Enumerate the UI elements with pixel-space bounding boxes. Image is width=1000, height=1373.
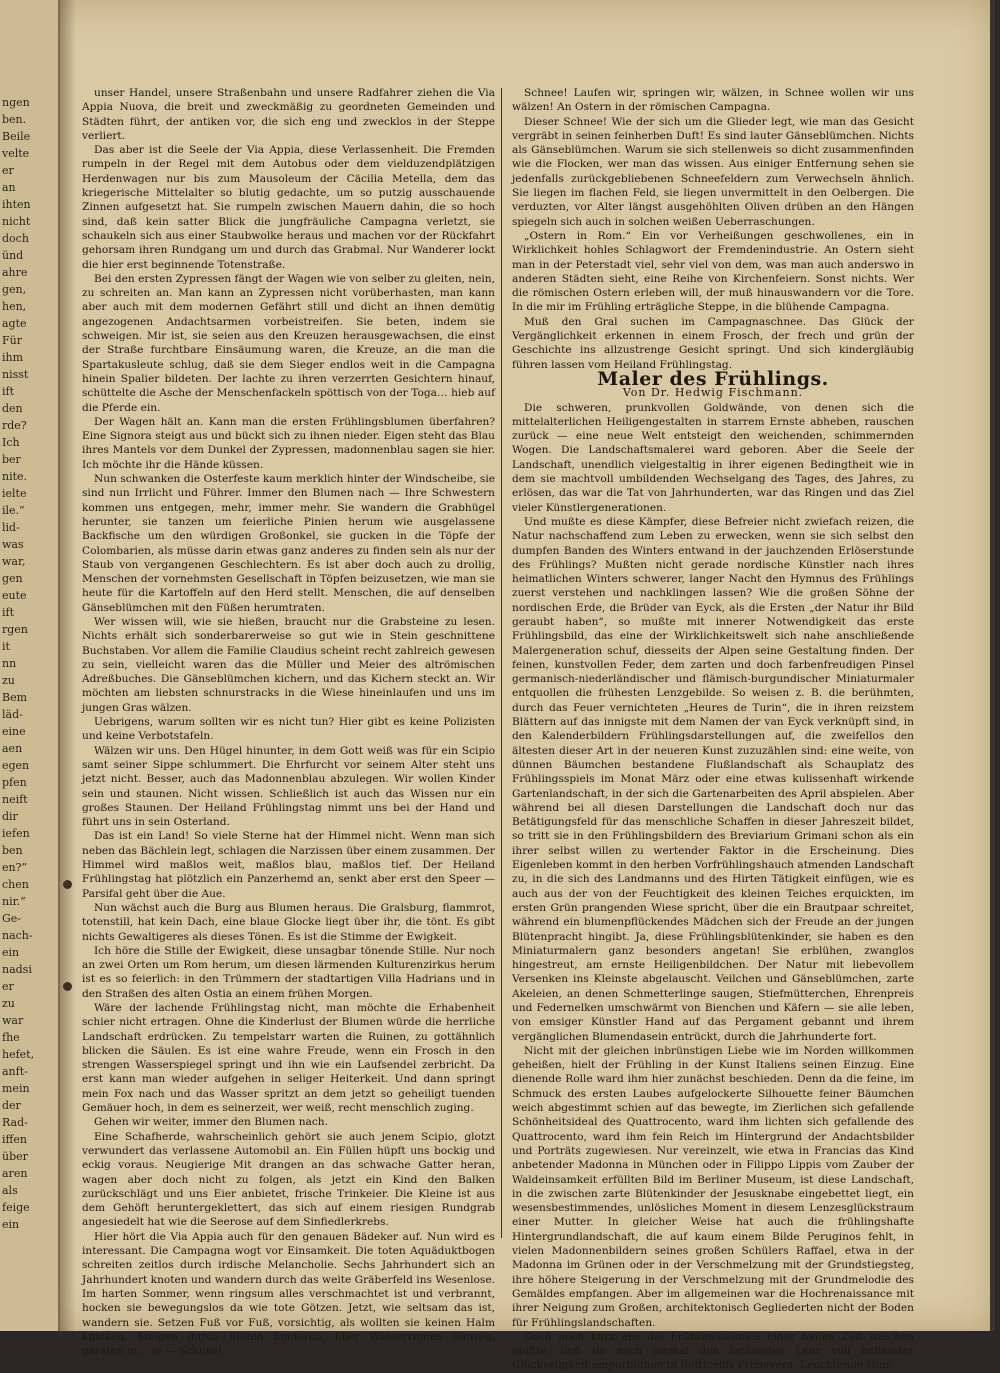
column-divider	[501, 88, 502, 1238]
edge-text-fragment: ein	[2, 1218, 20, 1231]
edge-text-fragment: er	[2, 980, 14, 993]
column-right	[512, 86, 914, 1372]
binding-edge	[990, 0, 995, 1331]
edge-text-fragment: nicht	[2, 215, 31, 228]
edge-text-fragment: an	[2, 181, 16, 194]
edge-text-fragment: nadsi	[2, 963, 32, 976]
edge-text-fragment: gen	[2, 572, 23, 585]
article-paragraph: Die schweren, prunkvollen Goldwände, von denen sich die mittelalterlichen Heiligengestalten in starrem Ernste abheben, rauschen zurück — eine neue Welt entsteigt den weichenden, schimmernden Wogen. Die Landschaftsmalerei ward geboren. Aber die Seele der Landschaft, unendlich vielgestaltig in ihrer eigenen Bedingtheit wie in dem sie machtvoll umbildenden Wechselgang des Tages, des Jahres, zu erlösen, das war die Tat von Jahrhunderten, war das Ringen und das Ziel vieler Künstlergenerationen.	[512, 401, 914, 514]
edge-text-fragment: pfen	[2, 776, 27, 789]
edge-text-fragment: anft-	[2, 1065, 28, 1078]
article-paragraph: Eine Schafherde, wahrscheinlich gehört sie auch jenem Scipio, glotzt verwundert das verlassene Automobil an. Ein Füllen hüpft uns bockig und eckig voraus. Neugierige Mit drangen an das schwache Gatter heran, wagen aber doch nicht zu folgen, als jetzt ein Kind den Balken zurückschlägt und uns Eier anbietet, frische Trinkeier. Die Kleine ist aus dem Gehöft heruntergeklettert, das sich auf einem riesigen Rundgrab angesiedelt hat wie die Seerose auf dem Sinfiedlerkrebs.	[82, 1130, 495, 1229]
edge-text-fragment: iffen	[2, 1133, 27, 1146]
edge-text-fragment: nir.“	[2, 895, 26, 908]
article-paragraph: Wäre der lachende Frühlingstag nicht, man möchte die Erhabenheit schier nicht ertragen. Ohne die Kinderlust der Blumen würde die herrliche Landschaft erdrücken. Zu tempelstarr warten die Ruinen, zu gottähnlich blicken die Säulen. Es ist eine wahre Freude, wenn ein Frosch in den strengen Wasserspiegel springt und ihn wie ein Laufsendel zerbricht. Da erst kann man wieder aufgehen in seliger Heiterkeit. Und dann springt mein Fox nach und das Wasser spritzt an dem jetzt so geheiligt tuenden Gemäuer hoch, in dem es seinerzeit, wer weiß, recht menschlich zuging.	[82, 1002, 495, 1115]
edge-text-fragment: rgen	[2, 623, 28, 636]
edge-text-fragment: ber	[2, 453, 21, 466]
article-paragraph: Das ist ein Land! So viele Sterne hat der Himmel nicht. Wenn man sich neben das Bächlein legt, schlagen die Narzissen über einem zusammen. Der Himmel wird maßlos weit, maßlos blau, maßlos tief. Der Heiland Frühlingstag hat plötzlich ein Panzerhemd an, senkt aber erst den Speer — Parsifal geht über die Aue.	[82, 830, 495, 900]
article-paragraph: Nun schwanken die Osterfeste kaum merklich hinter der Windscheibe, sie sind nun Irrlicht und Führer. Immer den Blumen nach — Ihre Schwestern kommen uns entgegen, mehr, immer mehr. Sie wandern die Grabhügel herunter, sie tanzen um feierliche Pinien herum wie ausgelassene Backfische um den würdigen Großonkel, sie gucken in die Töpfe der Colombarien, als müsse darin etwas ganz anderes zu finden sein als nur der Staub von vergangenen Geschlechtern. Es ist aber doch auch zu drollig, Menschen der vornehmsten Gesellschaft in Töpfen beizusetzen, wie man sie heute für die Kartoffeln auf den Herd stellt. Menschen, die auf denselben Gänseblümchen mit den Füßen herumtraten.	[82, 473, 495, 614]
edge-text-fragment: neift	[2, 793, 28, 806]
edge-text-fragment: über	[2, 1150, 28, 1163]
edge-text-fragment: Für	[2, 334, 22, 347]
edge-text-fragment: ift	[2, 606, 15, 619]
edge-text-fragment: lid-	[2, 521, 20, 534]
edge-text-fragment: ihten	[2, 198, 31, 211]
edge-text-fragment: dir	[2, 810, 18, 823]
edge-text-fragment: ihm	[2, 351, 24, 364]
edge-text-fragment: ift	[2, 385, 15, 398]
edge-text-fragment: aen	[2, 742, 23, 755]
edge-text-fragment: iefen	[2, 827, 30, 840]
edge-text-fragment: Rad-	[2, 1116, 28, 1129]
edge-text-fragment: egen	[2, 759, 30, 772]
edge-text-fragment: hefet,	[2, 1048, 35, 1061]
column-left	[82, 86, 495, 1358]
article-paragraph: Ich höre die Stille der Ewigkeit, diese unsagbar tönende Stille. Nur noch an zwei Orten um Rom herum, um diesen lärmenden Kulturenzirkus herum ist es so feierlich: in den Trümmern der stadtartigen Villa Hadrians und in den Straßen des alten Ostia an einem frühen Morgen.	[82, 944, 495, 1000]
edge-text-fragment: eine	[2, 725, 26, 738]
edge-text-fragment: nach-	[2, 929, 33, 942]
page-fold-shadow	[58, 0, 76, 1331]
edge-text-fragment: war,	[2, 555, 26, 568]
article-paragraph: Uebrigens, warum sollten wir es nicht tun? Hier gibt es keine Polizisten und keine Verbotstafeln.	[82, 716, 495, 743]
edge-text-fragment: chen	[2, 878, 29, 891]
binding-hole	[63, 880, 72, 889]
binding-hole	[63, 982, 72, 991]
article-paragraph: Gehen wir weiter, immer den Blumen nach.	[94, 1116, 328, 1129]
edge-text-fragment: fhe	[2, 1031, 20, 1044]
edge-text-fragment: Beile	[2, 130, 31, 143]
edge-text-fragment: agte	[2, 317, 27, 330]
edge-text-fragment: it	[2, 640, 10, 653]
edge-text-fragment: Ge-	[2, 912, 22, 925]
edge-text-fragment: ein	[2, 946, 20, 959]
article-paragraph: Nicht mit der gleichen inbrünstigen Liebe wie im Norden willkommen geheißen, hielt der Frühling in der Kunst Italiens seinen Einzug. Eine dienende Rolle ward ihm hier zunächst beschieden. Denn da die feine, im Schmuck des ersten Laubes aufgelockerte Silhouette feiner Bäumchen weich abgestimmt schien auf das bewegte, im Zierlichen sich gefallende Schönheitsideal des Quattrocento, ward ihm lichten sich gefallende des Quattrocento, ward ihm fein Reich im Hintergrund der Andachtsbilder und Porträts zugewiesen. Nur vereinzelt, wie etwa in Francias das Kind anbetender Madonna in München oder in Filippo Lippis vom Zauber der Waldeinsamkeit erfüllten Bild im Berliner Museum, ist diese Landschaft, in die zwischen zarte Blütenkinder der Jesusknabe eingebettet liegt, ein wesensbestimmendes, unlösliches Moment in diesem Lenzesglückstraum einer Mutter. In gleicher Weise hat auch die frühlingshafte Hintergrundlandschaft, die auf kaum einem Bilde Peruginos fehlt, in vielen Madonnenbildern seines großen Schülers Raffael, etwa in der Madonna im Grünen oder in der Verschmelzung mit der Grundstiegsteg, ihre höhere Steigerung in der Verschmelzung mit der Grundmelodie des Gemäldes empfangen. Aber im allgemeinen war die Hochrenaissance mit ihrer Neigung zum Großen, architektonisch Gegliederten nicht der Boden für Frühlingslandschaften.	[512, 1044, 914, 1329]
article-paragraph: Wer wissen will, wie sie hießen, braucht nur die Grabsteine zu lesen. Nichts erhält sich sonderbarerweise so gut wie in Stein geschnittene Buchstaben. Vor allem die Familie Claudius scheint recht zahlreich gewesen zu sein, vielleicht waren das die Müller und Meier des altrömischen Adreßbuches. Die Gänseblümchen kichern, und das Kichern steckt an. Wir möchten am liebsten schnurstracks in die Wiese hineinlaufen und uns im jungen Gras wälzen.	[82, 615, 495, 714]
article-paragraph: Doch noch kurz ehe die Frührenaissance einer neuen Zeit weichen mußte, ließ sie noch einmal den lachenden Lenz voll heiterster Glückseligkeit emporblühen in Botticellis Primavera. Leuchtende Him-	[512, 1330, 914, 1372]
article-paragraph: „Ostern in Rom.“ Ein vor Verheißungen geschwollenes, ein in Wirklichkeit hohles Schlagwort der Fremdenindustrie. An Ostern sieht man in der Peterstadt viel, sehr viel von dem, was man auch anderswo in anderen Städten sieht, eine Reihe von Kirchenfeiern. Sonst nichts. Wer die römischen Ostern erleben will, der muß hinauswandern vor die Tore. In die mir im Frühling erträgliche Steppe, in die blühende Campagna.	[512, 229, 914, 314]
edge-text-fragment: gen,	[2, 283, 27, 296]
edge-text-fragment: nisst	[2, 368, 29, 381]
edge-text-fragment: zu	[2, 997, 15, 1010]
article-paragraph: unser Handel, unsere Straßenbahn und unsere Radfahrer ziehen die Via Appia Nuova, die breit und zweckmäßig zu geordneten Gemeinden und Städten führt, der antiken vor, die sich eng und zwecklos in der Steppe verliert.	[82, 87, 495, 142]
edge-text-fragment: ielte	[2, 487, 27, 500]
article-paragraph: Hier hört die Via Appia auch für den genauen Bädeker auf. Nun wird es interessant. Die Campagna wogt vor Einsamkeit. Die toten Aquäduktbogen schreiten zeitlos durch irdische Melancholie. Sechs Jahrhundert sich an Jahrhundert knoten und wandern durch das weite Gräberfeld ins Wesenlose. Im harten Sommer, wenn ringsum alles verschmachtet ist und verbrannt, hocken sie bewegungslos da wie tote Götzen. Jetzt, wie seltsam das ist, wandern sie. Setzen Fuß vor Fuß, vorsichtig, als wollten sie keinen Halm knicken. Steigen durch Blüten hindurch, über Wasserrinnen hinweg, geraten in… in — Schnee!	[82, 1230, 495, 1358]
article-paragraph: Der Wagen hält an. Kann man die ersten Frühlingsblumen überfahren? Eine Signora steigt aus und bückt sich zu ihnen nieder. Eigen steht das Blau ihres Mantels vor dem Dunkel der Zypressen, madonnenblau sagen sie hier. Ich möchte ihr die Hände küssen.	[82, 415, 495, 471]
article-paragraph: Muß den Gral suchen im Campagnaschnee. Das Glück der Vergänglichkeit erkennen in einem Frosch, der frech und grün der Geschichte ins allzustrenge Gesicht springt. Und sich kindergläubig führen lassen vom Heiland Frühlingstag.	[512, 315, 914, 371]
edge-text-fragment: zu	[2, 674, 15, 687]
edge-text-fragment: rde?	[2, 419, 27, 432]
edge-text-fragment: läd-	[2, 708, 23, 721]
edge-text-fragment: eute	[2, 589, 27, 602]
article-paragraph: Und mußte es diese Kämpfer, diese Befreier nicht zwiefach reizen, die Natur nachschaffend zum Leben zu erwecken, wenn sie sich selbst den dumpfen Banden des Winters entwand in der jauchzenden Erlöserstunde des Frühlings? Mußten nicht gerade nordische Künstler nach ihres heimatlichen Winters schwerer, langer Nacht den Hymnus des Frühlings zuerst verstehen und nachklingen lassen? Wie die großen Söhne der nordischen Erde, die Brüder van Eyck, als die Ersten „der Natur ihr Bild geraubt haben“, so mußte mit innerer Notwendigkeit das erste Frühlingsbild, das eine der Wirklichkeitswelt sich nahe anschließende Malergeneration schuf, diesseits der Alpen seine Gestaltung finden. Der feinen, kunstvollen Feder, dem zarten und doch farbenfreudigen Pinsel germanisch-niederländischer und flämisch-burgundischer Miniaturmaler entquollen die frühesten Lenzgebilde. So weisen z. B. die berühmten, durch das Feuer vernichteten „Heures de Turin“, die in ihren reizstem Blättern auf das innigste mit dem Namen der van Eyck verknüpft sind, in den Kalenderbildern Frühlingsdarstellungen auf, die zweifellos den ältesten dieser Art in der neueren Kunst zuzuzählen sind: eine weite, von dünnen Bäumchen bestandene Flußlandschaft als Schauplatz des Frühlingsspiels im Monat März oder eine etwas kulissenhaft wirkende Gartenlandschaft, in der sich die Gartenarbeiten des April abspielen. Aber während bei all diesen Darstellungen die Landschaft doch nur das Betätigungsfeld für das menschliche Schaffen in dieser Jahreszeit bildet, so tritt sie in den Frühlingsbildern des Breviarium Grimani schon als ein ihrer selbst willen zu wertender Faktor in die Erscheinung. Dies Eigenleben kommt in den herben Vorfrühlingshauch atmenden Landschaft zu, in die sich des Landmanns und des Hirten Tätigkeit einfügen, wie es auch aus der von der Feuchtigkeit des kleinen Teiches erquickten, im ersten Grün prangenden Wiese spricht, über die ein Brautpaar schreitet, während ein blumenpflückendes Mädchen sich der Freude an der jungen Blütenpracht hingibt. Ja, diese Frühlingsblütenkinder, sie haben es den Miniaturmalern ganz besonders angetan! Sie erblühen, zwanglos hingestreut, am ernste Heiligenbildchen. Der Natur mit liebevollem Versenken ins Kleinste abgelauscht. Veilchen und Gänseblümchen, zarte Akeleien, an denen Schmetterlinge saugen, Stiefmütterchen, Ehrenpreis und Federnelken umschwärmt von Bienchen und Käfern — sie alle leben, von emsiger Künstler Hand auf das Pergament gebannt und ihrem vergänglichen Blumendasein entrückt, durch die Jahrhunderte fort.	[512, 515, 914, 1043]
article-paragraph: Schnee! Laufen wir, springen wir, wälzen, in Schnee wollen wir uns wälzen! An Ostern in der römischen Campagna.	[512, 87, 914, 114]
edge-text-fragment: en?“	[2, 861, 28, 874]
edge-text-fragment: er	[2, 164, 14, 177]
edge-text-fragment: den	[2, 402, 23, 415]
edge-text-fragment: ben.	[2, 113, 27, 126]
article-byline: Von Dr. Hedwig Fischmann.	[622, 386, 804, 400]
edge-text-fragment: Bem	[2, 691, 28, 704]
edge-text-fragment: der	[2, 1099, 21, 1112]
edge-text-fragment: aren	[2, 1167, 28, 1180]
article-paragraph: Bei den ersten Zypressen fängt der Wagen wie von selber zu gleiten, nein, zu schreiten an. Man kann an Zypressen nicht vorüberhasten, man kann aber auch mit dem modernen Gefährt still und dicht an ihnen demütig angezogenen Andachtsarmen vorbeistreifen. Sie beten, indem sie schweigen. Mir ist, sie seien aus den Kreuzen herausgewachsen, die einst der Straße furchtbare Einsäumung waren, die Kreuze, an die man die Spartakusleute schlug, daß sie dem Sieger endlos weit in die Campagna hinein Spalier bildeten. Der lachte zu ihren verzerrten Gesichtern hinauf, schüttelte die Asche der Menschenfackeln spöttisch von der Toga… hieb auf die Pferde ein.	[82, 272, 495, 414]
edge-text-fragment: was	[2, 538, 24, 551]
edge-text-fragment: als	[2, 1184, 18, 1197]
previous-page-edge	[0, 0, 60, 1331]
edge-text-fragment: feige	[2, 1201, 30, 1214]
edge-text-fragment: Ich	[2, 436, 20, 449]
edge-text-fragment: nite.	[2, 470, 28, 483]
edge-text-fragment: doch	[2, 232, 29, 245]
edge-text-fragment: ahre	[2, 266, 28, 279]
edge-text-fragment: nn	[2, 657, 17, 670]
article-paragraph: Dieser Schnee! Wie der sich um die Glieder legt, wie man das Gesicht vergräbt in seinen feinherben Duft! Es sind lauter Gänseblümchen. Nichts als Gänseblümchen. Warum sie sich stellenweis so dicht zusammenfinden wie die Flocken, wer man das wissen. Aus einiger Entfernung sehen sie jedenfalls zurückgebliebenen Schneefeldern zum Verwechseln ähnlich. Sie liegen im flachen Feld, sie liegen unvermittelt in den Oelbergen. Die verduzten, vor Alter längst ausgehöhlten Oliven drüben an den Hängen spiegeln sich auch in solchen weißen Ueberraschungen.	[512, 115, 914, 228]
edge-text-fragment: mein	[2, 1082, 30, 1095]
edge-text-fragment: ngen	[2, 96, 30, 109]
article-paragraph: Wälzen wir uns. Den Hügel hinunter, in dem Gott weiß was für ein Scipio samt seiner Sippe schlummert. Die Ehrfurcht vor seinem Alter steht uns jetzt nicht. Besser, auch das Madonnenblau abzulegen. Wir wollen Kinder sein und staunen. Nicht wissen. Schließlich ist auch das Wissen nur ein großes Staunen. Der Heiland Frühlingstag nimmt uns bei der Hand und führt uns in sein Osterland.	[82, 744, 495, 829]
article-title: Maler des Frühlings.	[597, 367, 829, 390]
edge-text-fragment: war	[2, 1014, 24, 1027]
edge-text-fragment: ben	[2, 844, 23, 857]
edge-text-fragment: velte	[2, 147, 30, 160]
edge-text-fragment: ünd	[2, 249, 24, 262]
edge-text-fragment: hen,	[2, 300, 27, 313]
edge-text-fragment: ile.“	[2, 504, 25, 517]
article-paragraph: Das aber ist die Seele der Via Appia, diese Verlassenheit. Die Fremden rumpeln in der Regel mit dem Autobus oder dem vielduzendplätzigen Herdenwagen nur bis zum Mausoleum der Cäcilia Metella, dem das kriegerische Mittelalter so blutig gedachte, um so putzig ausschauende Zinnen aufgesetzt hat. Sie rumpeln zwischen Mauern dahin, die so hoch sind, daß kein satter Blick die jungfräuliche Campagna verletzt, sie schaukeln sich aus einer Staubwolke heraus und machen vor der Rückfahrt gehorsam ihren Rundgang um und durch das Grabmal. Nur Wanderer lockt die hier erst beginnende Totenstraße.	[82, 144, 495, 271]
article-paragraph: Nun wächst auch die Burg aus Blumen heraus. Die Gralsburg, flammrot, totenstill, hat kein Dach, eine blaue Glocke liegt über ihr, die tönt. Es gibt nichts Gewaltigeres als dieses Tönen. Es ist die Stimme der Ewigkeit.	[82, 901, 495, 943]
